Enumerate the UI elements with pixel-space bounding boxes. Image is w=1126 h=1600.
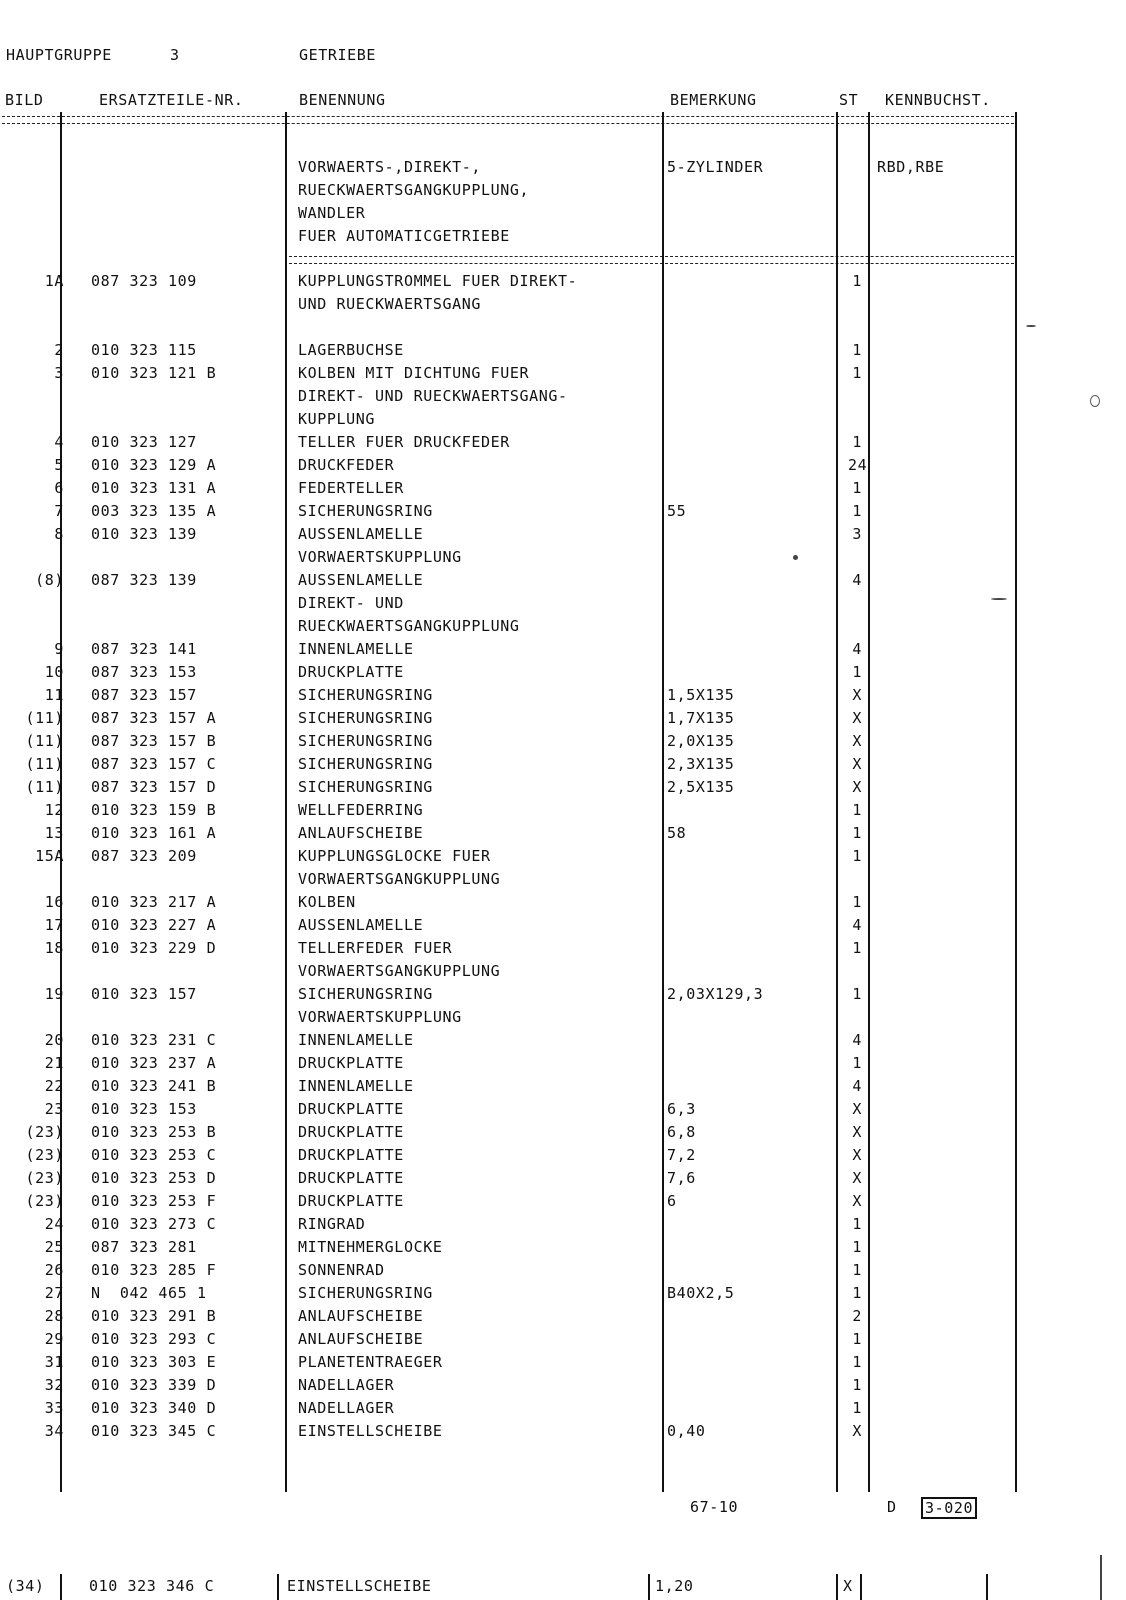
cell-bild: 9 xyxy=(54,640,64,658)
table-row xyxy=(0,707,1126,730)
cell-bemerkung: 6 xyxy=(667,1192,677,1210)
cell-bild: 20 xyxy=(44,1031,64,1049)
table-row xyxy=(0,408,1126,431)
cell-st: X xyxy=(852,1146,862,1164)
cell-st: 4 xyxy=(852,640,862,658)
cell-benennung: VORWAERTSGANGKUPPLUNG xyxy=(298,962,501,980)
group-number: 3 xyxy=(170,46,180,64)
cell-benennung: DRUCKPLATTE xyxy=(298,1192,404,1210)
group-label: HAUPTGRUPPE xyxy=(6,46,112,64)
section-separator xyxy=(289,256,1014,264)
table-row xyxy=(0,822,1126,845)
table-row xyxy=(0,1006,1126,1029)
column-divider xyxy=(648,1574,650,1600)
cell-ersatzteile-nr: 087 323 141 xyxy=(91,640,197,658)
cell-bild: (23) xyxy=(25,1146,64,1164)
cell-bild: 5 xyxy=(54,456,64,474)
cell-benennung: SICHERUNGSRING xyxy=(298,755,433,773)
cell-st: 1 xyxy=(852,1399,862,1417)
table-row xyxy=(0,638,1126,661)
cell-bemerkung: 7,2 xyxy=(667,1146,696,1164)
table-row xyxy=(0,1121,1126,1144)
cell-bild: 8 xyxy=(54,525,64,543)
column-divider xyxy=(836,1574,838,1600)
table-row xyxy=(0,891,1126,914)
cell-bild: 17 xyxy=(44,916,64,934)
section-title-line: FUER AUTOMATICGETRIEBE xyxy=(298,227,510,245)
table-row xyxy=(0,1236,1126,1259)
table-row xyxy=(0,500,1126,523)
cell-benennung: RINGRAD xyxy=(298,1215,366,1233)
cell-ersatzteile-nr: 010 323 131 A xyxy=(91,479,217,497)
cell-st: X xyxy=(852,1100,862,1118)
table-row xyxy=(0,431,1126,454)
cell-st: 1 xyxy=(852,985,862,1003)
cell-ersatzteile-nr: 010 323 303 E xyxy=(91,1353,217,1371)
cell-ersatzteile-nr: 010 323 231 C xyxy=(91,1031,217,1049)
cell-ersatzteile-nr: 087 323 153 xyxy=(91,663,197,681)
cell-st: 1 xyxy=(852,1054,862,1072)
cell-ersatzteile-nr: 010 323 159 B xyxy=(91,801,217,819)
table-row xyxy=(0,1328,1126,1351)
cell-bild: 1A xyxy=(44,272,64,290)
cell-bild: 15A xyxy=(35,847,64,865)
cell-st: X xyxy=(852,732,862,750)
cell-ersatzteile-nr: 010 323 241 B xyxy=(91,1077,217,1095)
cell-benennung: AUSSENLAMELLE xyxy=(298,525,424,543)
table-row xyxy=(0,1351,1126,1374)
cell-bild: (11) xyxy=(25,732,64,750)
col-bemerkung: BEMERKUNG xyxy=(670,91,757,109)
cell-benennung: DRUCKFEDER xyxy=(298,456,395,474)
cell-st: 2 xyxy=(852,1307,862,1325)
cell-st: 1 xyxy=(852,939,862,957)
cell-bemerkung: B40X2,5 xyxy=(667,1284,735,1302)
table-row xyxy=(0,454,1126,477)
cell-bild: 34 xyxy=(44,1422,64,1440)
cell-bild: (11) xyxy=(25,709,64,727)
cell-ersatzteile-nr: 087 323 157 C xyxy=(91,755,217,773)
cell-benennung: LAGERBUCHSE xyxy=(298,341,404,359)
table-row xyxy=(0,799,1126,822)
table-row xyxy=(0,684,1126,707)
cell-ersatzteile-nr: 010 323 227 A xyxy=(91,916,217,934)
cell-ersatzteile-nr: 087 323 209 xyxy=(91,847,197,865)
cell-bild: (8) xyxy=(35,571,64,589)
cell-bild: 19 xyxy=(44,985,64,1003)
table-row xyxy=(0,477,1126,500)
cell-benennung: KOLBEN MIT DICHTUNG FUER xyxy=(298,364,530,382)
cell-benennung: SICHERUNGSRING xyxy=(298,778,433,796)
table-row xyxy=(0,1029,1126,1052)
table-row xyxy=(0,983,1126,1006)
cell-benennung: KUPPLUNG xyxy=(298,410,376,428)
cell-benennung: VORWAERTSKUPPLUNG xyxy=(298,548,462,566)
cell-ersatzteile-nr: 010 323 345 C xyxy=(91,1422,217,1440)
cell-ersatzteile-nr: 087 323 157 A xyxy=(91,709,217,727)
cell-benennung: ANLAUFSCHEIBE xyxy=(298,1307,424,1325)
cell-st: 1 xyxy=(852,847,862,865)
table-row xyxy=(0,1213,1126,1236)
table-row xyxy=(0,523,1126,546)
cell-bild: 16 xyxy=(44,893,64,911)
cell-bemerkung: 2,0X135 xyxy=(667,732,735,750)
cell-benennung: MITNEHMERGLOCKE xyxy=(298,1238,443,1256)
scan-speck xyxy=(793,555,798,560)
cell-st: X xyxy=(852,778,862,796)
footer-page-prefix: D xyxy=(887,1498,897,1516)
cell-bemerkung: 6,3 xyxy=(667,1100,696,1118)
table-row xyxy=(0,914,1126,937)
cell-ersatzteile-nr: 010 323 157 xyxy=(91,985,197,1003)
section-bemerkung: 5-ZYLINDER xyxy=(667,158,764,176)
cell-benennung: ANLAUFSCHEIBE xyxy=(298,1330,424,1348)
cell-st: 1 xyxy=(852,801,862,819)
cell-benennung: DRUCKPLATTE xyxy=(298,1169,404,1187)
scan-speck xyxy=(1100,1555,1102,1600)
table-row xyxy=(0,615,1126,638)
cell-benennung: AUSSENLAMELLE xyxy=(298,571,424,589)
cell-bild: 12 xyxy=(44,801,64,819)
cell-st: 1 xyxy=(852,1376,862,1394)
table-row xyxy=(0,1167,1126,1190)
cell-benennung: SONNENRAD xyxy=(298,1261,385,1279)
cell-st: 1 xyxy=(852,1215,862,1233)
header-separator xyxy=(2,116,1014,124)
cell-bild: 13 xyxy=(44,824,64,842)
cell-st: 24 xyxy=(848,456,868,474)
cell-benennung: INNENLAMELLE xyxy=(298,640,414,658)
cell-bild: 29 xyxy=(44,1330,64,1348)
cell-ersatzteile-nr: 010 323 339 D xyxy=(91,1376,217,1394)
section-kennbuchst: RBD,RBE xyxy=(877,158,945,176)
cell-st: 4 xyxy=(852,1031,862,1049)
cell-benennung: EINSTELLSCHEIBE xyxy=(298,1422,443,1440)
cell-st: 1 xyxy=(852,502,862,520)
col-ersatzteile-nr: ERSATZTEILE-NR. xyxy=(99,91,244,109)
table-row xyxy=(0,385,1126,408)
cell-bild: 6 xyxy=(54,479,64,497)
cell-st: 4 xyxy=(852,571,862,589)
cell-ersatzteile-nr: 010 323 153 xyxy=(91,1100,197,1118)
cell-bemerkung: 0,40 xyxy=(667,1422,706,1440)
cell-st: 1 xyxy=(852,433,862,451)
cell-bemerkung: 6,8 xyxy=(667,1123,696,1141)
next-row-benennung: EINSTELLSCHEIBE xyxy=(287,1577,432,1595)
cell-bild: 7 xyxy=(54,502,64,520)
table-row xyxy=(0,1397,1126,1420)
cell-benennung: SICHERUNGSRING xyxy=(298,1284,433,1302)
cell-bild: (23) xyxy=(25,1123,64,1141)
cell-bemerkung: 7,6 xyxy=(667,1169,696,1187)
cell-benennung: TELLER FUER DRUCKFEDER xyxy=(298,433,510,451)
table-row xyxy=(0,1259,1126,1282)
cell-st: 1 xyxy=(852,272,862,290)
table-row xyxy=(0,730,1126,753)
next-row-nr: 010 323 346 C xyxy=(89,1577,215,1595)
cell-ersatzteile-nr: 010 323 273 C xyxy=(91,1215,217,1233)
cell-ersatzteile-nr: 010 323 127 xyxy=(91,433,197,451)
cell-ersatzteile-nr: N 042 465 1 xyxy=(91,1284,207,1302)
cell-ersatzteile-nr: 087 323 157 B xyxy=(91,732,217,750)
cell-ersatzteile-nr: 010 323 139 xyxy=(91,525,197,543)
cell-ersatzteile-nr: 010 323 121 B xyxy=(91,364,217,382)
table-row xyxy=(0,1374,1126,1397)
cell-benennung: KOLBEN xyxy=(298,893,356,911)
cell-bemerkung: 58 xyxy=(667,824,687,842)
cell-ersatzteile-nr: 010 323 293 C xyxy=(91,1330,217,1348)
table-row xyxy=(0,270,1126,293)
scan-speck xyxy=(991,598,1007,600)
cell-bild: 10 xyxy=(44,663,64,681)
cell-bild: 4 xyxy=(54,433,64,451)
cell-benennung: KUPPLUNGSGLOCKE FUER xyxy=(298,847,491,865)
cell-st: X xyxy=(852,686,862,704)
cell-ersatzteile-nr: 087 323 157 D xyxy=(91,778,217,796)
cell-benennung: SICHERUNGSRING xyxy=(298,502,433,520)
cell-st: 1 xyxy=(852,1238,862,1256)
table-row xyxy=(0,1052,1126,1075)
table-row xyxy=(0,960,1126,983)
cell-benennung: INNENLAMELLE xyxy=(298,1077,414,1095)
col-st: ST xyxy=(839,91,859,109)
cell-st: X xyxy=(852,1123,862,1141)
cell-st: X xyxy=(852,1192,862,1210)
cell-benennung: SICHERUNGSRING xyxy=(298,686,433,704)
table-row xyxy=(0,845,1126,868)
cell-benennung: SICHERUNGSRING xyxy=(298,709,433,727)
section-title-line: VORWAERTS-,DIREKT-, xyxy=(298,158,481,176)
group-name: GETRIEBE xyxy=(299,46,377,64)
cell-benennung: DIREKT- UND RUECKWAERTSGANG- xyxy=(298,387,568,405)
cell-bild: 2 xyxy=(54,341,64,359)
cell-benennung: RUECKWAERTSGANGKUPPLUNG xyxy=(298,617,520,635)
cell-bild: 33 xyxy=(44,1399,64,1417)
cell-st: 1 xyxy=(852,824,862,842)
cell-bild: 21 xyxy=(44,1054,64,1072)
cell-benennung: ANLAUFSCHEIBE xyxy=(298,824,424,842)
cell-bild: (23) xyxy=(25,1169,64,1187)
cell-ersatzteile-nr: 087 323 157 xyxy=(91,686,197,704)
table-row xyxy=(0,362,1126,385)
cell-bild: 18 xyxy=(44,939,64,957)
cell-ersatzteile-nr: 010 323 253 F xyxy=(91,1192,217,1210)
table-row xyxy=(0,868,1126,891)
footer-code: 67-10 xyxy=(690,1498,739,1516)
table-row xyxy=(0,1144,1126,1167)
cell-benennung: FEDERTELLER xyxy=(298,479,404,497)
cell-benennung: PLANETENTRAEGER xyxy=(298,1353,443,1371)
cell-benennung: VORWAERTSKUPPLUNG xyxy=(298,1008,462,1026)
cell-bemerkung: 1,7X135 xyxy=(667,709,735,727)
cell-benennung: DRUCKPLATTE xyxy=(298,1100,404,1118)
column-divider xyxy=(860,1574,862,1600)
cell-st: 1 xyxy=(852,341,862,359)
cell-ersatzteile-nr: 010 323 217 A xyxy=(91,893,217,911)
cell-ersatzteile-nr: 087 323 281 xyxy=(91,1238,197,1256)
cell-bild: 26 xyxy=(44,1261,64,1279)
table-row xyxy=(0,569,1126,592)
table-row xyxy=(0,776,1126,799)
cell-benennung: NADELLAGER xyxy=(298,1376,395,1394)
cell-benennung: DRUCKPLATTE xyxy=(298,663,404,681)
cell-st: 4 xyxy=(852,916,862,934)
table-row xyxy=(0,1075,1126,1098)
cell-bild: 3 xyxy=(54,364,64,382)
cell-ersatzteile-nr: 010 323 115 xyxy=(91,341,197,359)
cell-bemerkung: 1,5X135 xyxy=(667,686,735,704)
table-row xyxy=(0,1098,1126,1121)
table-row xyxy=(0,316,1126,339)
table-row xyxy=(0,1420,1126,1443)
cell-ersatzteile-nr: 003 323 135 A xyxy=(91,502,217,520)
table-row xyxy=(0,1282,1126,1305)
cell-bild: 23 xyxy=(44,1100,64,1118)
cell-bild: 25 xyxy=(44,1238,64,1256)
cell-bild: (11) xyxy=(25,778,64,796)
cell-bemerkung: 2,03X129,3 xyxy=(667,985,764,1003)
cell-benennung: SICHERUNGSRING xyxy=(298,732,433,750)
table-row xyxy=(0,1305,1126,1328)
cell-benennung: WELLFEDERRING xyxy=(298,801,424,819)
cell-ersatzteile-nr: 010 323 253 D xyxy=(91,1169,217,1187)
cell-benennung: KUPPLUNGSTROMMEL FUER DIREKT- xyxy=(298,272,578,290)
cell-ersatzteile-nr: 087 323 109 xyxy=(91,272,197,290)
col-benennung: BENENNUNG xyxy=(299,91,386,109)
cell-bemerkung: 2,5X135 xyxy=(667,778,735,796)
section-title-line: RUECKWAERTSGANGKUPPLUNG, xyxy=(298,181,530,199)
column-divider xyxy=(986,1574,988,1600)
cell-st: 1 xyxy=(852,1330,862,1348)
cell-st: X xyxy=(852,755,862,773)
cell-st: 1 xyxy=(852,479,862,497)
cell-benennung: DIREKT- UND xyxy=(298,594,404,612)
table-row xyxy=(0,546,1126,569)
cell-benennung: DRUCKPLATTE xyxy=(298,1146,404,1164)
table-row xyxy=(0,753,1126,776)
cell-bemerkung: 2,3X135 xyxy=(667,755,735,773)
cell-st: 1 xyxy=(852,663,862,681)
cell-ersatzteile-nr: 010 323 129 A xyxy=(91,456,217,474)
cell-ersatzteile-nr: 010 323 285 F xyxy=(91,1261,217,1279)
cell-bild: 27 xyxy=(44,1284,64,1302)
cell-benennung: SICHERUNGSRING xyxy=(298,985,433,1003)
cell-benennung: VORWAERTSGANGKUPPLUNG xyxy=(298,870,501,888)
cell-st: 1 xyxy=(852,1353,862,1371)
cell-ersatzteile-nr: 010 323 340 D xyxy=(91,1399,217,1417)
cell-bild: 31 xyxy=(44,1353,64,1371)
cell-bild: 32 xyxy=(44,1376,64,1394)
table-row xyxy=(0,592,1126,615)
col-bild: BILD xyxy=(5,91,44,109)
cell-bild: 22 xyxy=(44,1077,64,1095)
cell-bild: (23) xyxy=(25,1192,64,1210)
cell-st: 3 xyxy=(852,525,862,543)
cell-st: X xyxy=(852,709,862,727)
cell-bild: 24 xyxy=(44,1215,64,1233)
cell-benennung: DRUCKPLATTE xyxy=(298,1123,404,1141)
cell-ersatzteile-nr: 010 323 229 D xyxy=(91,939,217,957)
next-row-st: X xyxy=(843,1577,853,1595)
cell-st: 1 xyxy=(852,364,862,382)
cell-ersatzteile-nr: 010 323 237 A xyxy=(91,1054,217,1072)
cell-bemerkung: 55 xyxy=(667,502,687,520)
column-divider xyxy=(277,1574,279,1600)
next-row-bild: (34) xyxy=(6,1577,45,1595)
next-row-bemerkung: 1,20 xyxy=(655,1577,694,1595)
cell-st: 1 xyxy=(852,1284,862,1302)
cell-st: X xyxy=(852,1422,862,1440)
table-row xyxy=(0,339,1126,362)
cell-ersatzteile-nr: 010 323 253 C xyxy=(91,1146,217,1164)
column-divider xyxy=(60,1574,62,1600)
scan-speck xyxy=(1090,395,1100,407)
page-number-box: 3-020 xyxy=(921,1497,977,1519)
cell-bild: (11) xyxy=(25,755,64,773)
cell-benennung: AUSSENLAMELLE xyxy=(298,916,424,934)
cell-bild: 11 xyxy=(44,686,64,704)
cell-benennung: DRUCKPLATTE xyxy=(298,1054,404,1072)
cell-st: 1 xyxy=(852,1261,862,1279)
scan-speck xyxy=(1026,325,1036,327)
cell-benennung: INNENLAMELLE xyxy=(298,1031,414,1049)
cell-st: 4 xyxy=(852,1077,862,1095)
table-row xyxy=(0,1190,1126,1213)
cell-st: 1 xyxy=(852,893,862,911)
cell-ersatzteile-nr: 087 323 139 xyxy=(91,571,197,589)
table-row xyxy=(0,293,1126,316)
table-row xyxy=(0,937,1126,960)
col-kennbuchst: KENNBUCHST. xyxy=(885,91,991,109)
cell-benennung: UND RUECKWAERTSGANG xyxy=(298,295,481,313)
cell-st: X xyxy=(852,1169,862,1187)
cell-benennung: TELLERFEDER FUER xyxy=(298,939,453,957)
section-title-line: WANDLER xyxy=(298,204,366,222)
cell-ersatzteile-nr: 010 323 253 B xyxy=(91,1123,217,1141)
cell-ersatzteile-nr: 010 323 161 A xyxy=(91,824,217,842)
cell-benennung: NADELLAGER xyxy=(298,1399,395,1417)
cell-ersatzteile-nr: 010 323 291 B xyxy=(91,1307,217,1325)
table-row xyxy=(0,661,1126,684)
cell-bild: 28 xyxy=(44,1307,64,1325)
